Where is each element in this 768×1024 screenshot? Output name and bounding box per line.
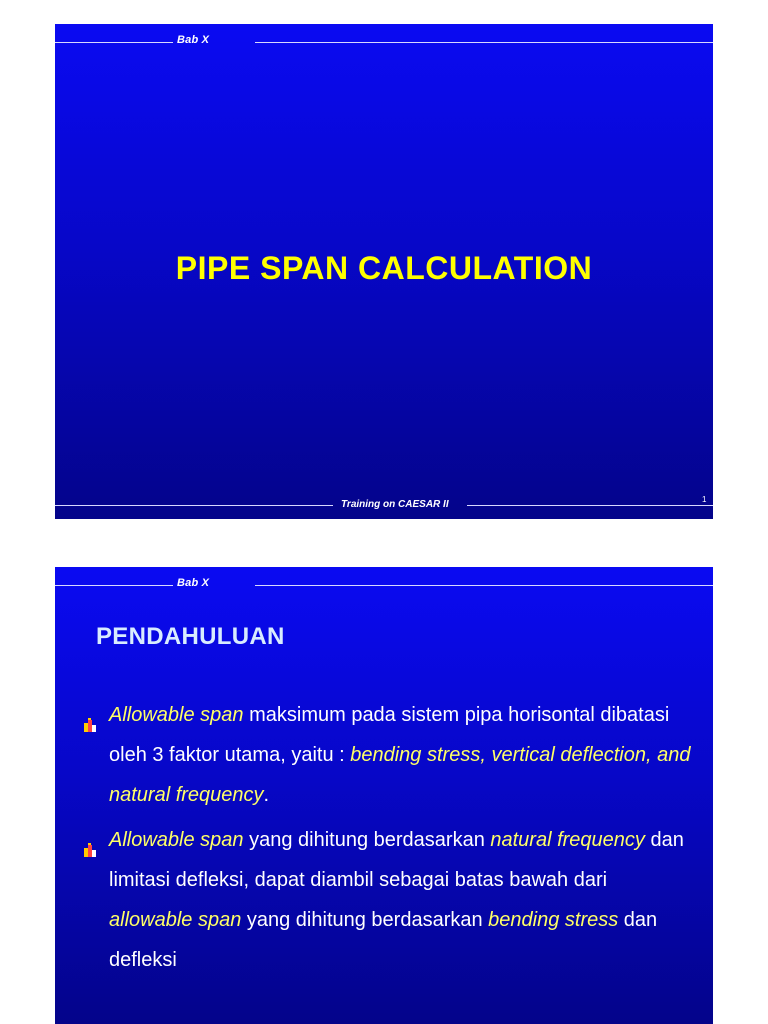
bullet-item (83, 695, 693, 815)
footer-rule-right (467, 505, 713, 506)
bullet-item (83, 820, 693, 980)
slide-introduction (55, 567, 713, 1024)
footer-label: Training on CAESAR II (341, 499, 449, 510)
slide-main-title: PIPE SPAN CALCULATION (175, 250, 593, 286)
bullet-text: . (263, 784, 270, 806)
term-factors: bending stress, vertical deflection, and natural frequency (109, 744, 691, 806)
header-rule-left (55, 42, 173, 43)
term-allowable-span: Allowable span (109, 704, 244, 726)
bullet-text: maksimum pada sistem pipa horisontal dibatasi oleh 3 faktor utama, yaitu : (109, 704, 670, 766)
bullet-text: dan defleksi (109, 909, 658, 971)
term-allowable-span: allowable span (109, 909, 242, 931)
bullet-text: yang dihitung berdasarkan (243, 829, 491, 851)
header-rule-left (55, 585, 173, 586)
footer-rule-left (55, 505, 333, 506)
slide-title (55, 24, 713, 519)
page-number: 1 (702, 495, 707, 504)
term-allowable-span: Allowable span (109, 829, 244, 851)
chapter-label: Bab X (177, 34, 210, 46)
header-rule-right (255, 42, 713, 43)
section-title: PENDAHULUAN (96, 623, 285, 650)
term-natural-frequency: natural frequency (490, 829, 645, 851)
bullet-text: dan limitasi defleksi, dapat diambil sebagai batas bawah dari (109, 829, 684, 891)
bullet-text: yang dihitung berdasarkan (241, 909, 489, 931)
bullet-blocks-icon (83, 707, 99, 723)
chapter-label: Bab X (177, 577, 210, 589)
header-rule-right (255, 585, 713, 586)
bullet-blocks-icon (83, 832, 99, 848)
term-bending-stress: bending stress (488, 909, 619, 931)
bullet-list (83, 695, 693, 985)
